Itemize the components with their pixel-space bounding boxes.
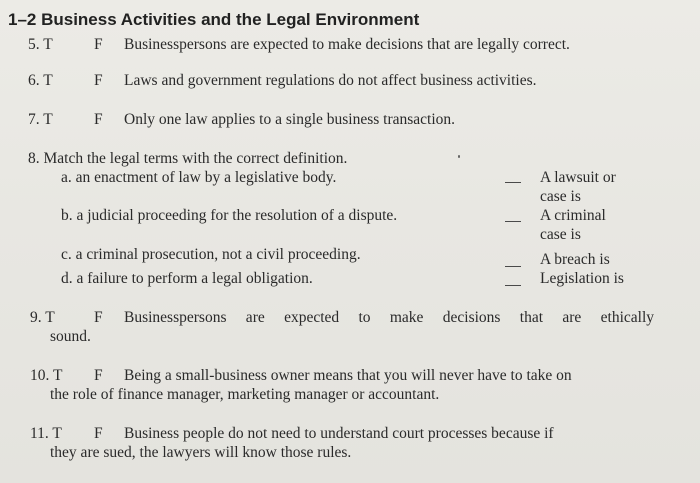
- term-1-line2: case is: [540, 188, 581, 205]
- answer-blank-1[interactable]: [505, 182, 521, 183]
- q5-statement: Businesspersons are expected to make decisions that are legally correct.: [124, 36, 570, 53]
- answer-blank-4[interactable]: [505, 285, 521, 286]
- q10-statement-line2: the role of finance manager, marketing manager or accountant.: [50, 386, 440, 403]
- q7-false-option[interactable]: F: [94, 111, 103, 128]
- q6-statement: Laws and government regulations do not affect business activities.: [124, 72, 537, 89]
- answer-blank-3[interactable]: [505, 266, 521, 267]
- q11-statement-line2: they are sued, the lawyers will know those rules.: [50, 444, 352, 461]
- definition-c: c. a criminal prosecution, not a civil proceeding.: [61, 246, 361, 263]
- term-4-line1: Legislation is: [540, 270, 624, 287]
- q7-statement: Only one law applies to a single business transaction.: [124, 111, 456, 128]
- definition-b: b. a judicial proceeding for the resolution of a dispute.: [61, 207, 398, 224]
- term-2-line2: case is: [540, 226, 581, 243]
- q6-true-option[interactable]: 6. T: [28, 72, 53, 89]
- q6-false-option[interactable]: F: [94, 72, 103, 89]
- stray-mark: [458, 155, 460, 158]
- q9-true-option[interactable]: 9. T: [30, 309, 55, 326]
- q9-statement-line1: Businesspersons are expected to make decisions that are ethically: [124, 309, 654, 326]
- term-2-line1: A criminal: [540, 207, 606, 224]
- term-3-line1: A breach is: [540, 251, 610, 268]
- q10-false-option[interactable]: F: [94, 367, 103, 384]
- definition-a: a. an enactment of law by a legislative body.: [61, 169, 337, 186]
- q7-true-option[interactable]: 7. T: [28, 111, 53, 128]
- q8-prompt: 8. Match the legal terms with the correct definition.: [28, 150, 348, 167]
- q5-true-option[interactable]: 5. T: [28, 36, 53, 53]
- q10-true-option[interactable]: 10. T: [30, 367, 63, 384]
- answer-blank-2[interactable]: [505, 221, 521, 222]
- q11-false-option[interactable]: F: [94, 425, 103, 442]
- q10-statement-line1: Being a small-business owner means that you will never have to take on: [124, 367, 572, 384]
- q11-true-option[interactable]: 11. T: [30, 425, 62, 442]
- page-title: 1–2 Business Activities and the Legal Environment: [8, 10, 420, 29]
- q9-statement-line2: sound.: [50, 328, 91, 345]
- q9-false-option[interactable]: F: [94, 309, 103, 326]
- term-1-line1: A lawsuit or: [540, 169, 616, 186]
- q5-false-option[interactable]: F: [94, 36, 103, 53]
- q11-statement-line1: Business people do not need to understand court processes because if: [124, 425, 554, 442]
- definition-d: d. a failure to perform a legal obligation.: [61, 270, 313, 287]
